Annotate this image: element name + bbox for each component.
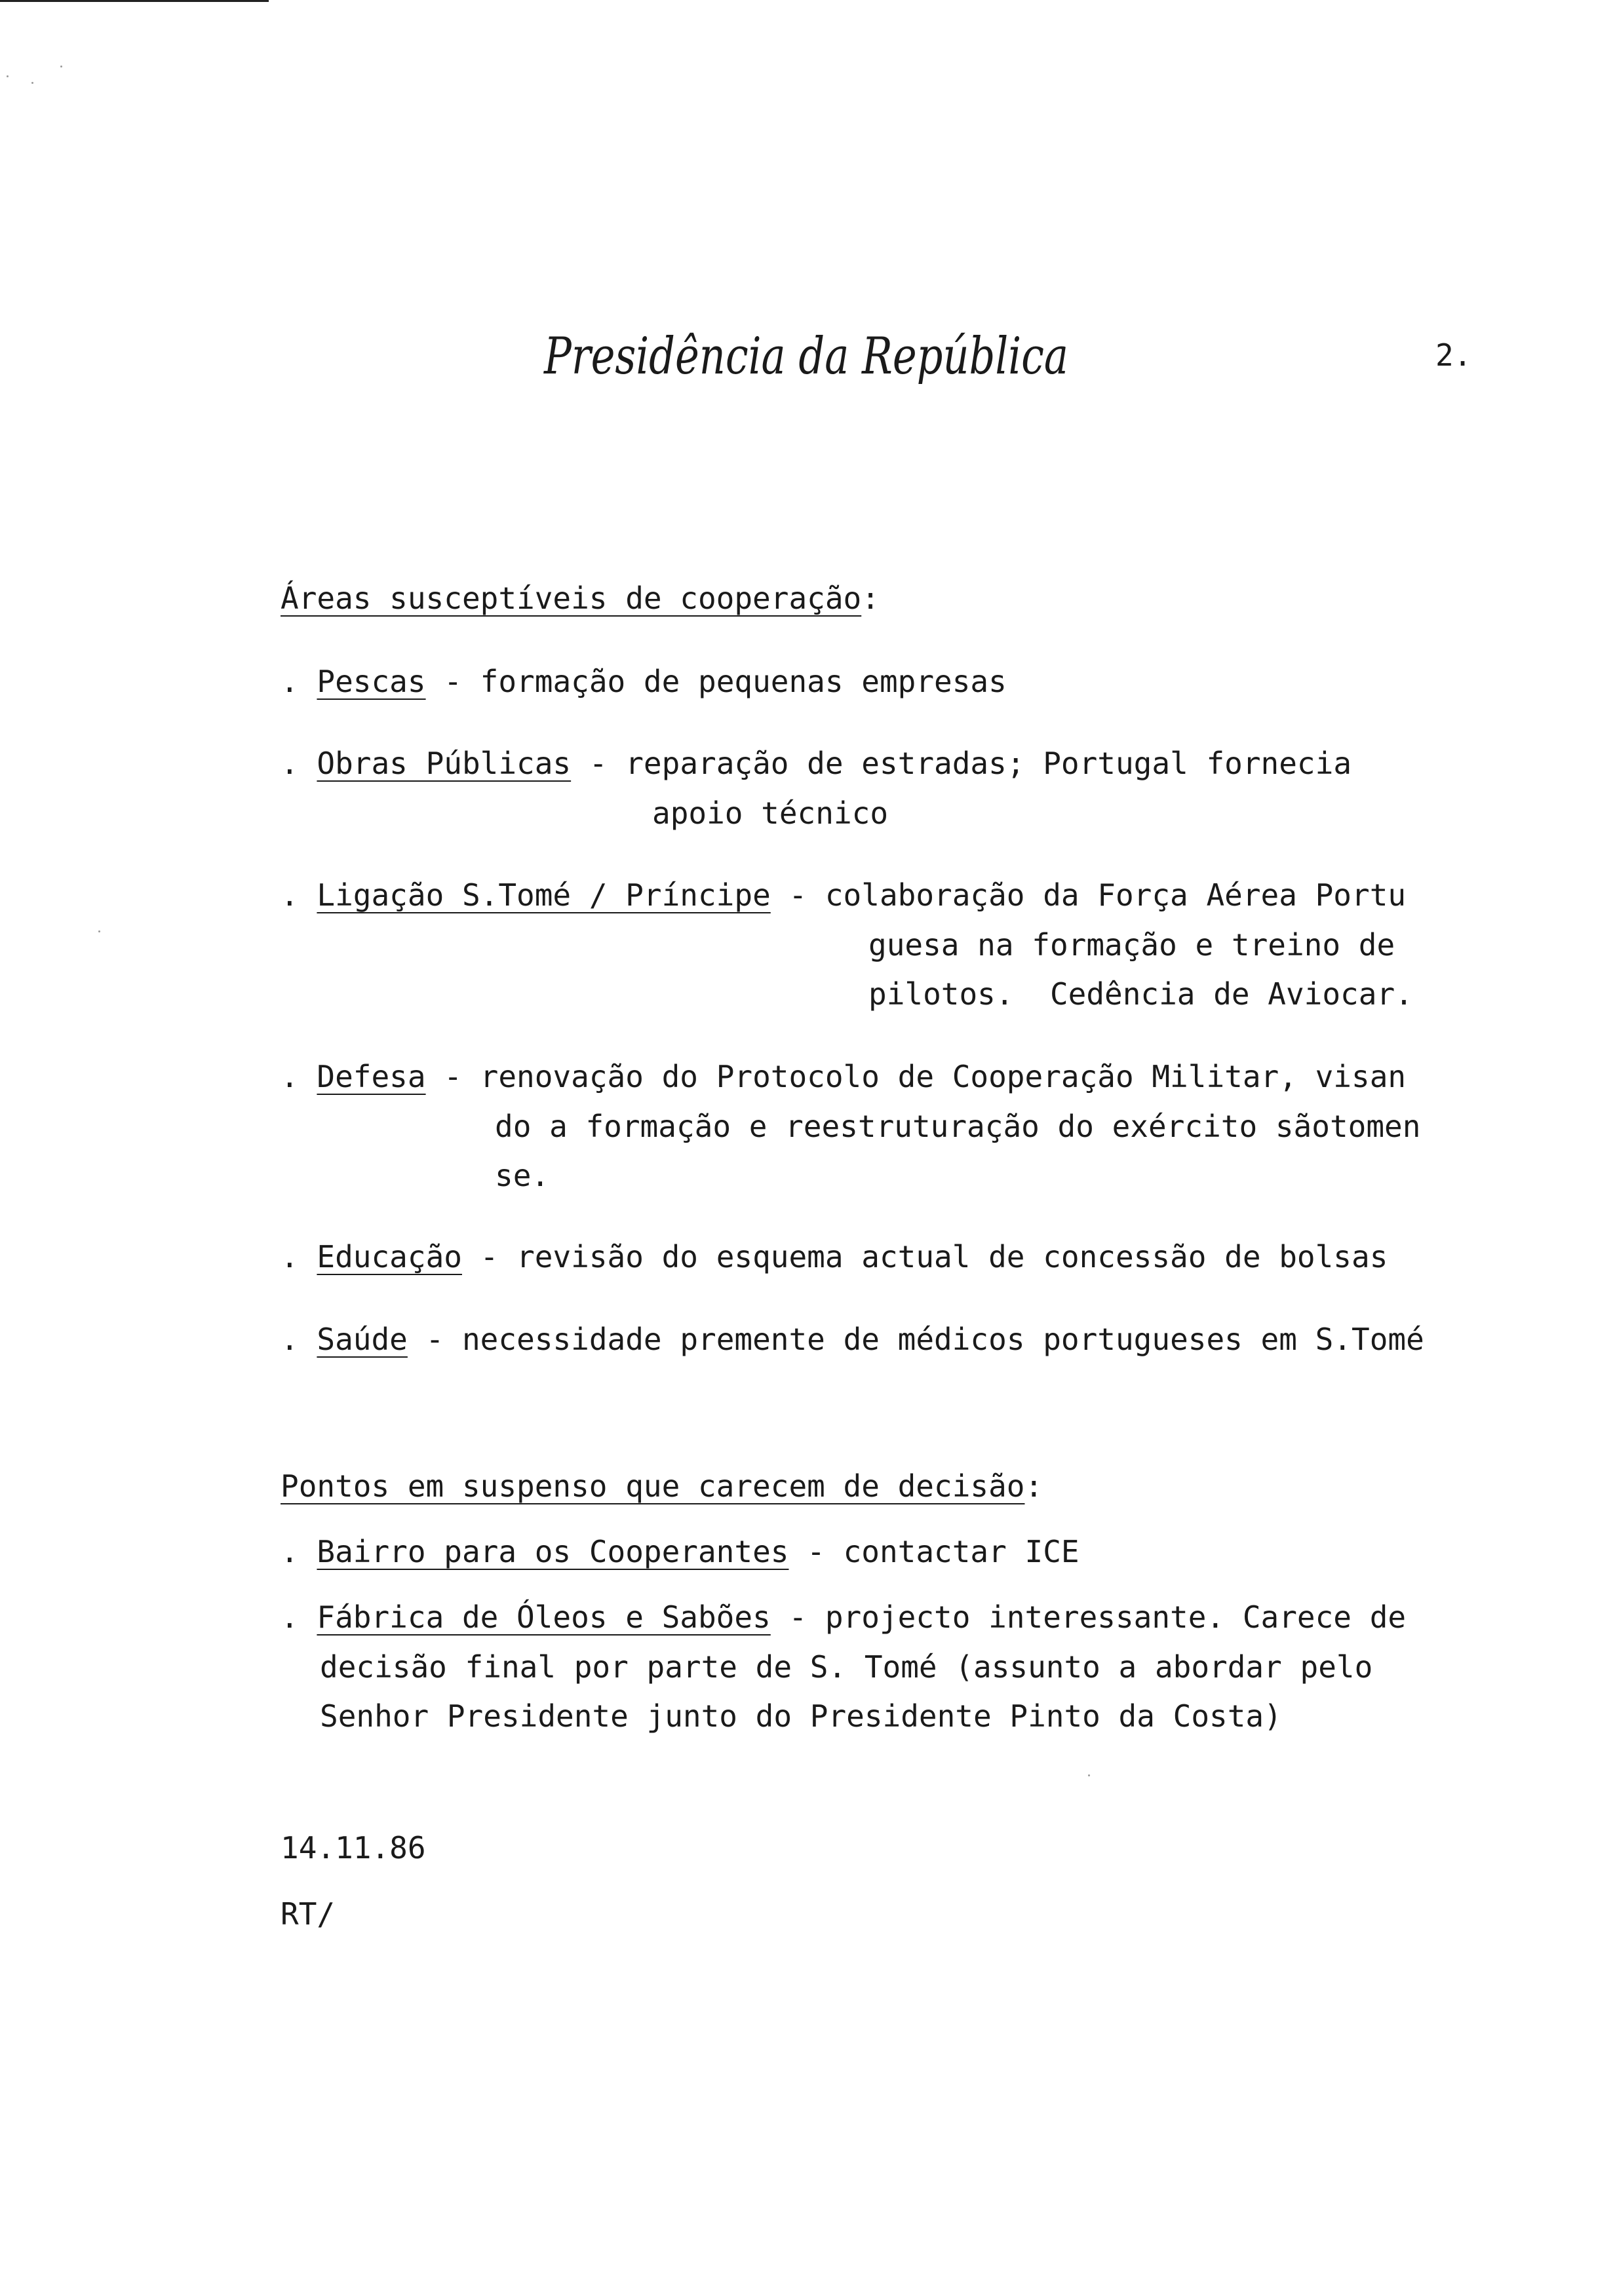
scan-speck xyxy=(1088,1774,1090,1776)
letterhead-logo xyxy=(537,308,1075,406)
item-continuation: do a formação e reestruturação do exército sãotomen xyxy=(495,1109,1421,1144)
scan-speck xyxy=(7,75,9,77)
item-title: Defesa xyxy=(317,1059,426,1094)
item-title: Ligação S.Tomé / Príncipe xyxy=(317,877,771,913)
scan-speck xyxy=(60,66,62,67)
item-title: Saúde xyxy=(317,1322,408,1357)
item-title: Fábrica de Óleos e Sabões xyxy=(317,1599,771,1635)
list-item: . Ligação S.Tomé / Príncipe - colaboração da Força Aérea Portu xyxy=(281,877,1407,913)
item-continuation: se. xyxy=(495,1158,550,1193)
scan-speck xyxy=(98,930,100,932)
scan-speck xyxy=(31,82,33,84)
list-item: . Pescas - formação de pequenas empresas xyxy=(281,664,1007,699)
list-item: . Obras Públicas - reparação de estradas; Portugal fornecia xyxy=(281,746,1352,781)
item-continuation: apoio técnico xyxy=(652,795,889,831)
item-title: Educação xyxy=(317,1239,462,1274)
top-rule xyxy=(0,0,269,2)
item-continuation: decisão final por parte de S. Tomé (assunto a abordar pelo xyxy=(320,1649,1373,1685)
list-item: . Fábrica de Óleos e Sabões - projecto interessante. Carece de xyxy=(281,1599,1407,1635)
item-title: Bairro para os Cooperantes xyxy=(317,1534,789,1569)
reference-initials: RT/ xyxy=(281,1896,336,1932)
item-continuation: Senhor Presidente junto do Presidente Pinto da Costa) xyxy=(320,1698,1282,1734)
item-continuation: pilotos. Cedência de Aviocar. xyxy=(868,976,1413,1012)
list-item: . Saúde - necessidade premente de médicos portugueses em S.Tomé xyxy=(281,1322,1424,1357)
item-title: Obras Públicas xyxy=(317,746,572,781)
section-heading: Pontos em suspenso que carecem de decisão: xyxy=(281,1468,1043,1504)
list-item: . Defesa - renovação do Protocolo de Cooperação Militar, visan xyxy=(281,1059,1407,1094)
item-title: Pescas xyxy=(317,664,426,699)
section-heading: Áreas susceptíveis de cooperação: xyxy=(281,581,880,616)
list-item: . Bairro para os Cooperantes - contactar ICE xyxy=(281,1534,1080,1569)
svg-text:Presidência da República: Presidência da República xyxy=(543,327,1068,386)
document-date: 14.11.86 xyxy=(281,1830,426,1866)
list-item: . Educação - revisão do esquema actual de concessão de bolsas xyxy=(281,1239,1388,1274)
item-continuation: guesa na formação e treino de xyxy=(868,927,1395,963)
page-number: 2. xyxy=(1435,337,1472,373)
